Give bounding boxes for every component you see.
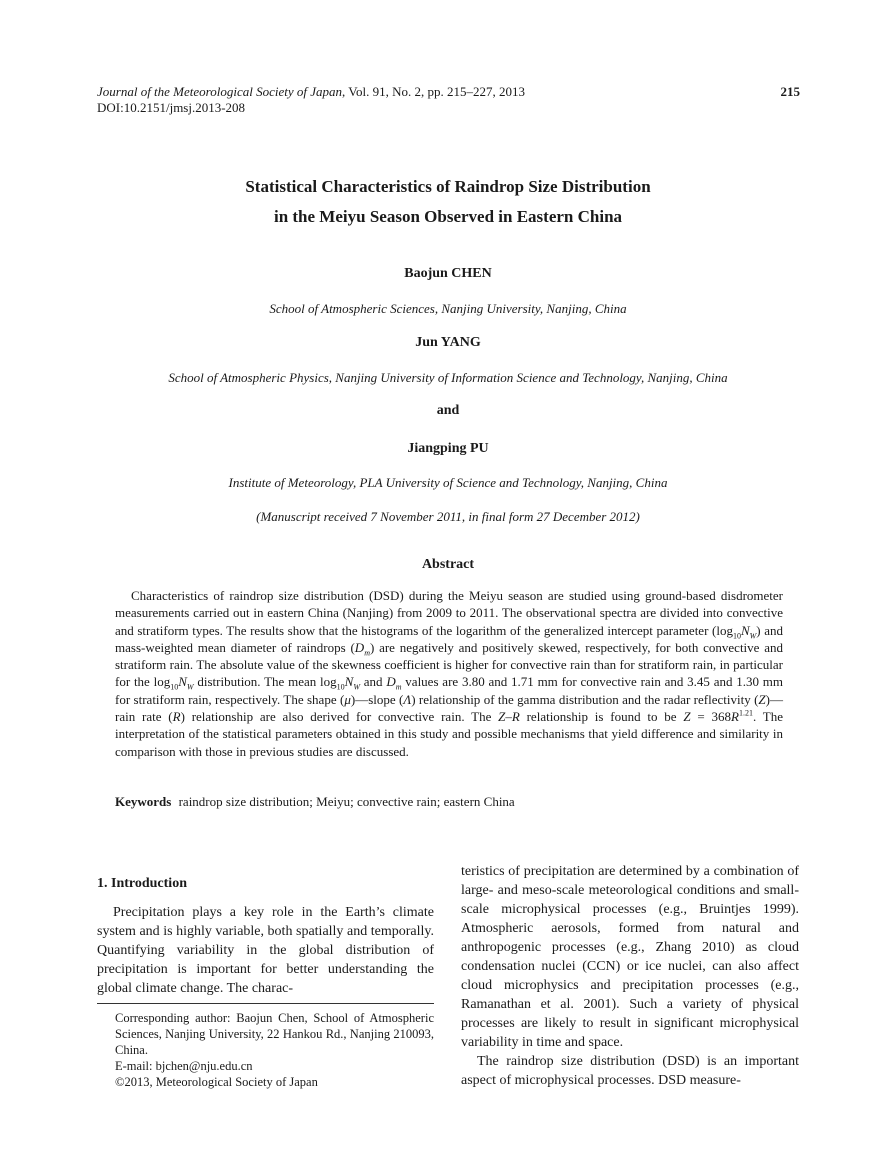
intro-right-column xyxy=(461,862,799,1090)
footnote xyxy=(115,1010,434,1090)
footnote-email[interactable]: E-mail: bjchen@nju.edu.cn xyxy=(115,1059,253,1073)
author-3-affiliation: Institute of Meteorology, PLA University of Science and Technology, Nanjing, China xyxy=(228,475,668,490)
intro-paragraph-right-1: teristics of precipitation are determined by a combination of large- and meso-scale meteorological conditions and small-scale microphysical processes (e.g., Bruintjes 1999). Atmospheric aerosols, formed from natural and anthropogenic processes (e.g., Zhang 2010) as cloud condensation nuclei (CCN) or ice nuclei, can also affect cloud microphysics and precipitation processes (e.g., Ramanathan et al. 2001). Such a variety of physical processes are likely to result in significant microphysical variability in time and space. xyxy=(461,864,799,1050)
intro-paragraph-left: Precipitation plays a key role in the Earth’s climate system and is highly variable, both spatially and temporally. Quantifying variability in the global distribution of precipitation is important for better understanding the global climate change. The charac- xyxy=(97,905,434,996)
journal-citation xyxy=(97,84,525,100)
title-line-2: in the Meiyu Season Observed in Eastern China xyxy=(273,207,623,226)
footnote-corresponding-author: Corresponding author: Baojun Chen, School of Atmospheric Sciences, Nanjing University, 22 Hankou Rd., Nanjing 210093, China. xyxy=(115,1011,434,1057)
keywords-text: raindrop size distribution; Meiyu; convective rain; eastern China xyxy=(178,794,515,809)
footnote-divider xyxy=(97,1003,434,1004)
journal-name: Journal of the Meteorological Society of Japan xyxy=(97,84,343,99)
keywords xyxy=(115,794,783,810)
keywords-label: Keywords xyxy=(115,794,172,809)
abstract-text: Characteristics of raindrop size distribution (DSD) during the Meiyu season are studied using ground-based disdrometer measurements carried out in eastern China (Nanjing) from 2009 to 2011. The observational spectra are divided into convective and stratiform types. The results show that the histograms of the logarithm of the generalized intercept parameter (log xyxy=(115,588,783,638)
abstract-body: Characteristics of raindrop size distribution (DSD) during the Meiyu season are studied using ground-based disdrometer measurements carried out in eastern China (Nanjing) from 2009 to 2011. The observational spectra are divided into convective and stratiform types. The results show that the histograms of the logarithm of the generalized intercept parameter $(\log_{10}N_W)$ and mass-weighted mean diameter of raindrops $(D_m)$ are negatively and positively skewed, respectively, for both convective and stratiform rain. The absolute value of the skewness coefficient is higher for convective rain than for stratiform rain, in particular for the $\log_{10}N_W$ distribution. The mean $\log_{10}N_W$ and $D_m$ values are 3.80 and 1.71 mm for convective rain and 3.45 and 1.30 mm for stratiform rain, respectively. The shape (μ)—slope (Λ) relationship of the gamma distribution and the radar reflectivity (Z)—rain rate (R) relationship are also derived for convective rain. The Z–R relationship is found to be $Z = 368R^{1.21}$. The interpretation of the statistical parameters obtained in this study and possible mechanisms that yield difference and similarity in comparison with those in previous studies are discussed. xyxy=(115,588,784,759)
doi[interactable]: DOI:10.2151/jmsj.2013-208 xyxy=(97,100,246,115)
footnote-copyright: ©2013, Meteorological Society of Japan xyxy=(115,1075,318,1089)
author-2-name: Jun YANG xyxy=(415,335,481,350)
page-number: 215 xyxy=(780,84,800,99)
author-1-name: Baojun CHEN xyxy=(404,266,492,281)
manuscript-note: (Manuscript received 7 November 2011, in final form 27 December 2012) xyxy=(256,509,640,524)
author-1-affiliation: School of Atmospheric Sciences, Nanjing University, Nanjing, China xyxy=(269,301,627,316)
and-conjunction: and xyxy=(436,403,460,418)
author-2-affiliation: School of Atmospheric Physics, Nanjing University of Information Science and Technology, Nanjing, China xyxy=(168,370,728,385)
section-heading-introduction: 1. Introduction xyxy=(97,876,187,891)
paper-title xyxy=(0,172,882,232)
title-line-1: Statistical Characteristics of Raindrop Size Distribution xyxy=(245,177,651,196)
author-3-name: Jiangping PU xyxy=(407,441,489,456)
intro-paragraph-right-2: The raindrop size distribution (DSD) is an important aspect of microphysical processes. DSD measure- xyxy=(461,1054,799,1088)
abstract-heading: Abstract xyxy=(421,557,475,572)
journal-details: , Vol. 91, No. 2, pp. 215–227, 2013 xyxy=(342,84,525,99)
